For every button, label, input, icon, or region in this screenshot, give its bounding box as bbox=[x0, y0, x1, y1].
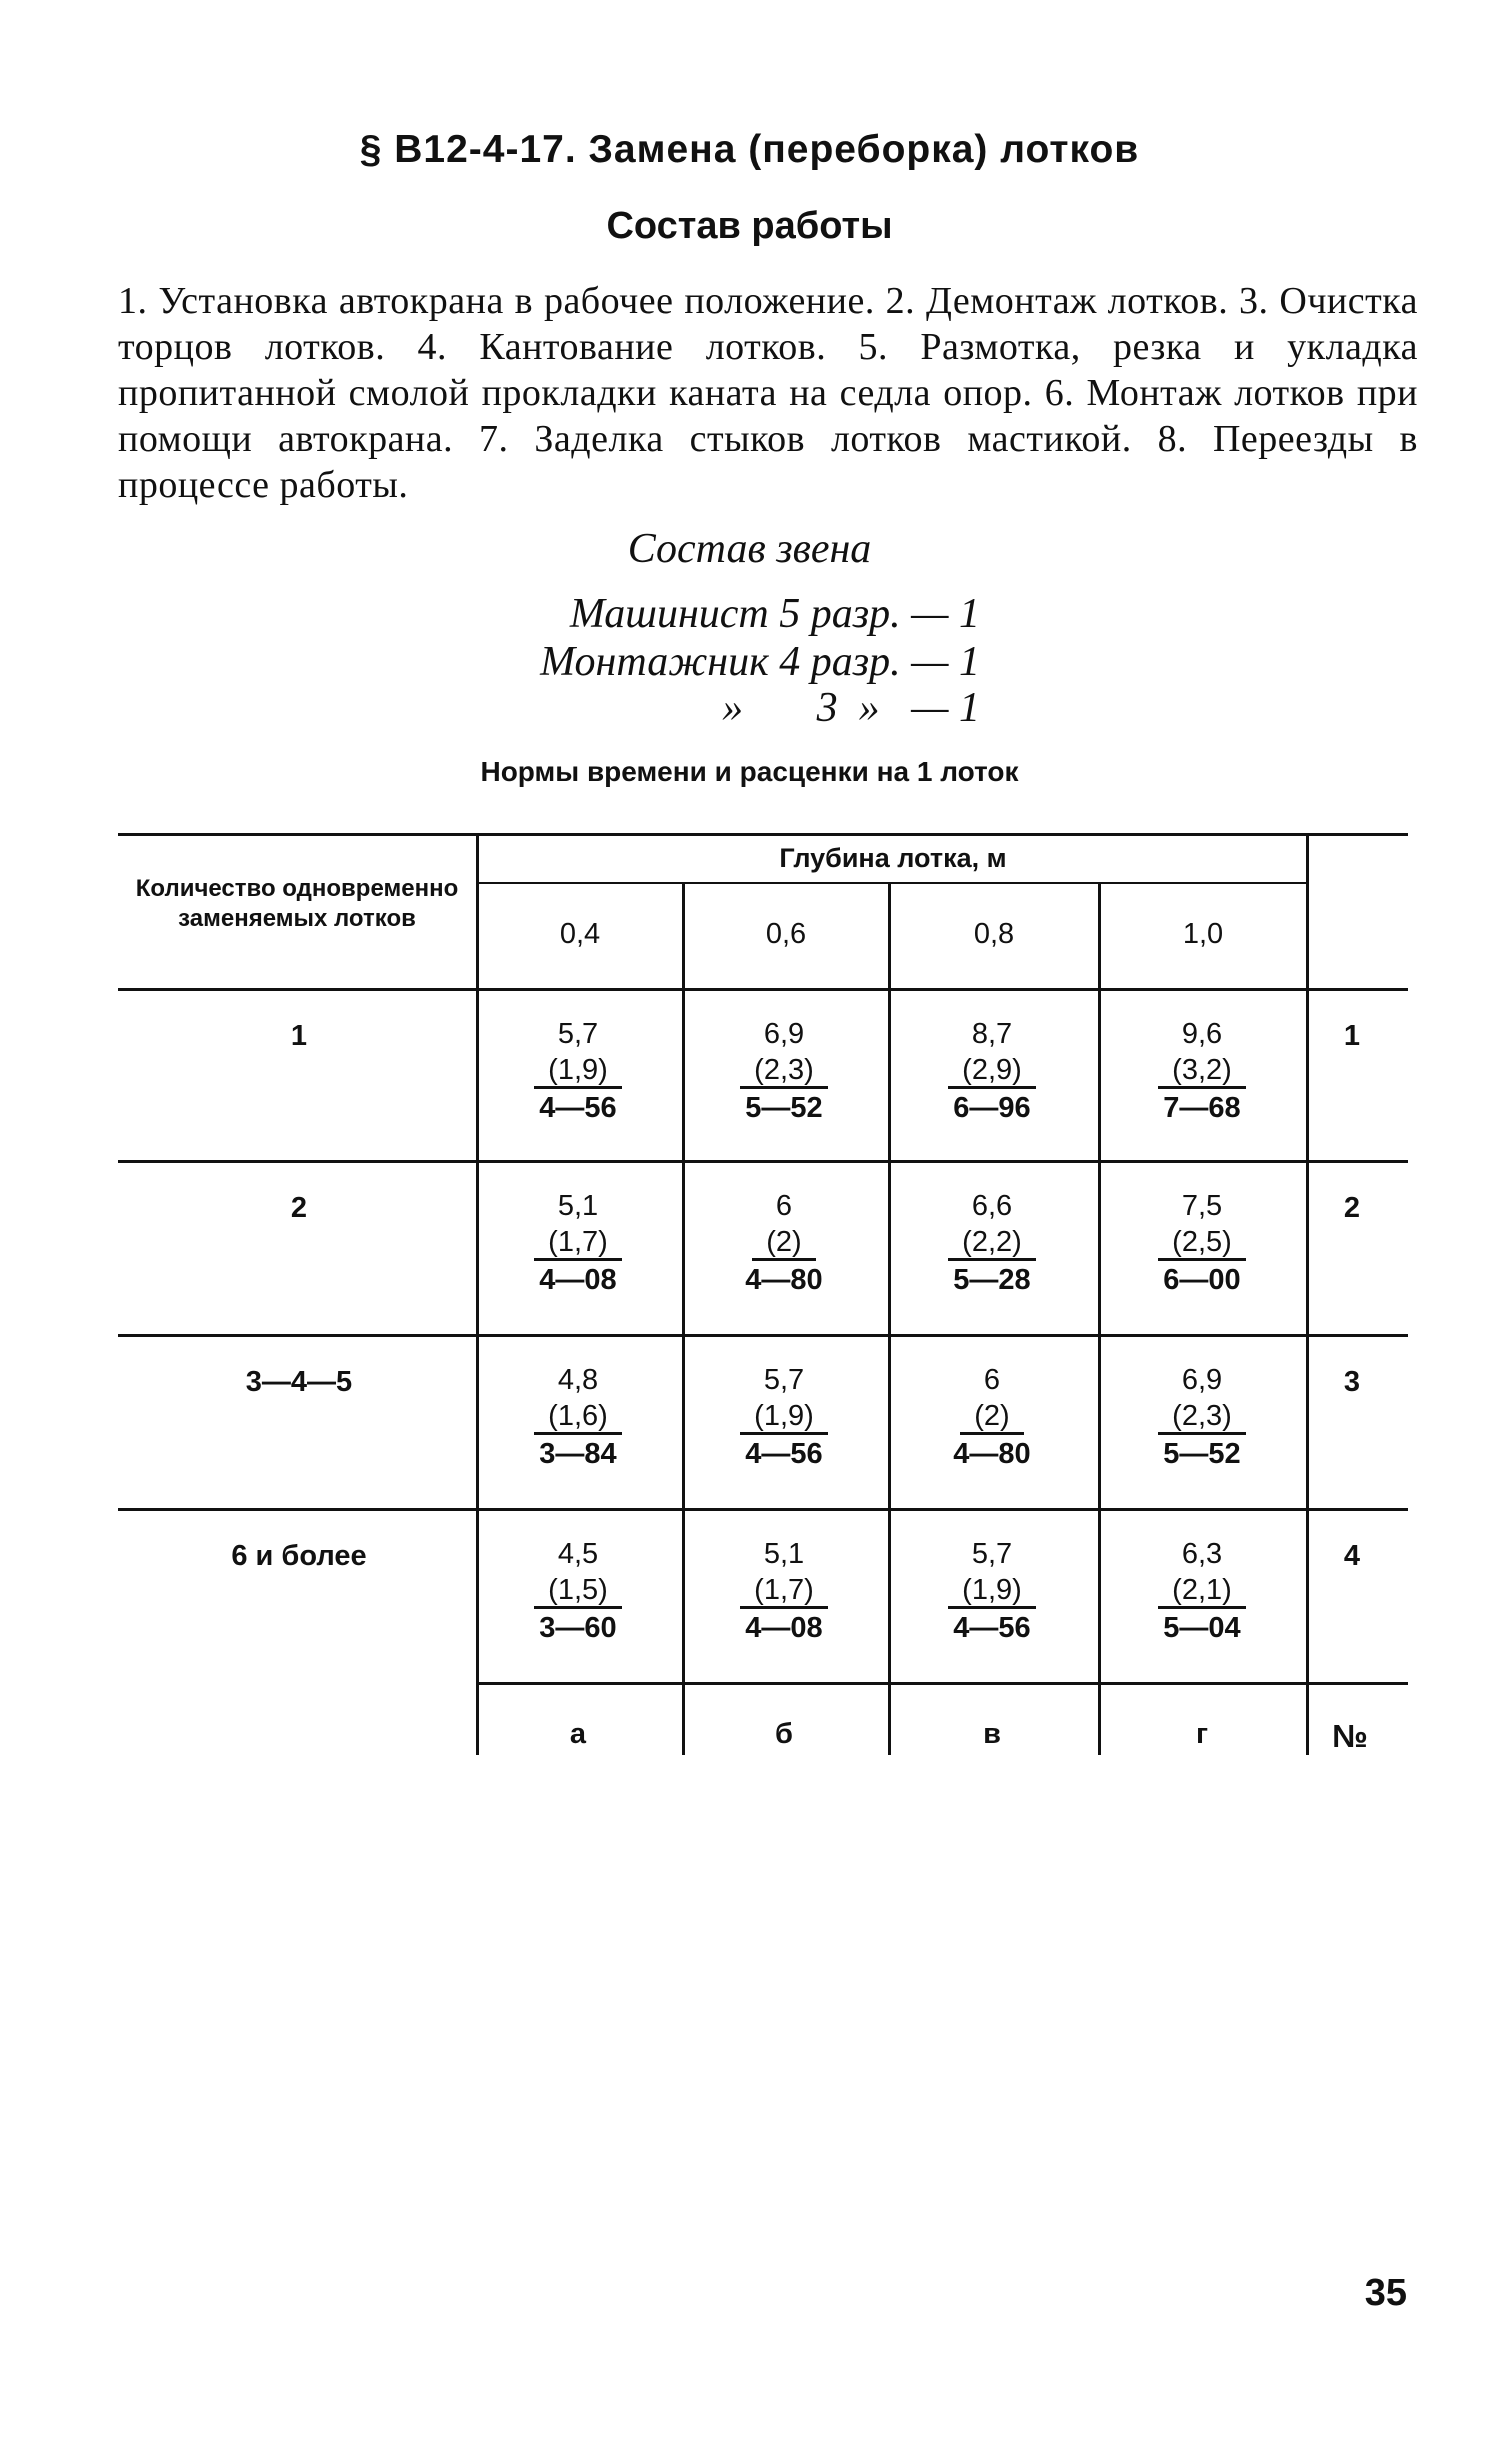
norm-cell bbox=[1102, 1016, 1302, 1128]
time-norm: 9,6 bbox=[1181, 1018, 1223, 1050]
table-rule bbox=[118, 988, 1408, 991]
row-label: 1 bbox=[290, 1020, 308, 1052]
machine-time: (1,9) bbox=[534, 1054, 622, 1089]
depth-value: 1,0 bbox=[1182, 918, 1224, 950]
machine-time: (1,6) bbox=[534, 1400, 622, 1435]
time-norm: 4,5 bbox=[557, 1538, 599, 1570]
time-norm: 6 bbox=[775, 1190, 793, 1222]
depth-value: 0,8 bbox=[973, 918, 1015, 950]
crew-line-text: Машинист 5 разр. — 1 bbox=[569, 591, 980, 637]
work-composition-text: 1. Установка автокрана в рабочее положение. 2. Демонтаж лотков. 3. Очистка торцов лотков. 4. Кантование лотков. 5. Размотка, резка и укладка пропитанной смолой прокладки каната на седла опор. 6. Монтаж лотков при помощи автокрана. 7. Заделка стыков лотков мастикой. 8. Переезды в процессе работы. bbox=[118, 280, 1418, 506]
depth-value: 0,4 bbox=[559, 918, 601, 950]
column-letter: б bbox=[775, 1718, 793, 1750]
time-norm: 8,7 bbox=[971, 1018, 1013, 1050]
time-norm: 6 bbox=[983, 1364, 1001, 1396]
time-norm: 6,3 bbox=[1181, 1538, 1223, 1570]
norm-cell bbox=[684, 1362, 884, 1474]
rate: 4—08 bbox=[539, 1264, 617, 1296]
machine-time: (3,2) bbox=[1158, 1054, 1246, 1089]
machine-time: (2,1) bbox=[1158, 1574, 1246, 1609]
norm-cell bbox=[684, 1536, 884, 1648]
rate: 6—96 bbox=[953, 1092, 1031, 1124]
time-norm: 5,7 bbox=[971, 1538, 1013, 1570]
time-norm: 6,6 bbox=[971, 1190, 1013, 1222]
table-column-rule bbox=[1098, 882, 1101, 1755]
row-number: 3 bbox=[1343, 1366, 1361, 1398]
machine-time: (1,7) bbox=[534, 1226, 622, 1261]
machine-time: (1,5) bbox=[534, 1574, 622, 1609]
time-norm: 6,9 bbox=[1181, 1364, 1223, 1396]
column-letter: а bbox=[569, 1718, 587, 1750]
depth-header: Глубина лотка, м bbox=[779, 843, 1007, 873]
machine-time: (2) bbox=[752, 1226, 815, 1261]
row-number: 4 bbox=[1343, 1540, 1361, 1572]
section-title: § В12-4-17. Замена (переборка) лотков bbox=[359, 128, 1140, 171]
time-norm: 7,5 bbox=[1181, 1190, 1223, 1222]
norm-cell bbox=[1102, 1362, 1302, 1474]
table-rule bbox=[478, 1682, 1408, 1685]
rate: 4—56 bbox=[539, 1092, 617, 1124]
norm-cell bbox=[478, 1362, 678, 1474]
machine-time: (1,7) bbox=[740, 1574, 828, 1609]
rate: 7—68 bbox=[1163, 1092, 1241, 1124]
norms-table-title: Нормы времени и расценки на 1 лоток bbox=[480, 756, 1019, 787]
row-header: Количество одновременно заменяемых лотков bbox=[135, 875, 459, 932]
rate: 4—56 bbox=[953, 1612, 1031, 1644]
time-norm: 5,7 bbox=[557, 1018, 599, 1050]
table-column-rule bbox=[888, 882, 891, 1755]
machine-time: (1,9) bbox=[740, 1400, 828, 1435]
machine-time: (2,3) bbox=[1158, 1400, 1246, 1435]
row-label: 2 bbox=[290, 1192, 308, 1224]
rate: 5—04 bbox=[1163, 1612, 1241, 1644]
table-rule bbox=[118, 1508, 1408, 1511]
time-norm: 5,7 bbox=[763, 1364, 805, 1396]
number-column-label: № bbox=[1332, 1718, 1368, 1754]
crew-line-text: » 3 » — 1 bbox=[722, 685, 980, 731]
table-rule bbox=[118, 833, 1408, 836]
machine-time: (2,2) bbox=[948, 1226, 1036, 1261]
time-norm: 5,1 bbox=[763, 1538, 805, 1570]
machine-time: (1,9) bbox=[948, 1574, 1036, 1609]
norm-cell bbox=[478, 1016, 678, 1128]
rate: 3—84 bbox=[539, 1438, 617, 1470]
row-label: 6 и более bbox=[231, 1540, 367, 1572]
norm-cell bbox=[684, 1188, 884, 1300]
norm-cell bbox=[1102, 1188, 1302, 1300]
column-letter: г bbox=[1195, 1718, 1209, 1750]
rate: 4—80 bbox=[745, 1264, 823, 1296]
column-letter: в bbox=[983, 1718, 1001, 1750]
norm-cell bbox=[892, 1362, 1092, 1474]
table-rule bbox=[118, 1334, 1408, 1337]
norm-cell bbox=[478, 1536, 678, 1648]
norm-cell bbox=[684, 1016, 884, 1128]
time-norm: 5,1 bbox=[557, 1190, 599, 1222]
machine-time: (2,3) bbox=[740, 1054, 828, 1089]
row-label: 3—4—5 bbox=[245, 1366, 353, 1398]
row-number: 2 bbox=[1343, 1192, 1361, 1224]
norm-cell bbox=[892, 1536, 1092, 1648]
rate: 4—80 bbox=[953, 1438, 1031, 1470]
crew-heading: Состав звена bbox=[627, 526, 872, 572]
machine-time: (2,5) bbox=[1158, 1226, 1246, 1261]
machine-time: (2,9) bbox=[948, 1054, 1036, 1089]
page-number: 35 bbox=[1364, 2272, 1407, 2314]
norm-cell bbox=[478, 1188, 678, 1300]
rate: 5—52 bbox=[745, 1092, 823, 1124]
norm-cell bbox=[892, 1016, 1092, 1128]
rate: 3—60 bbox=[539, 1612, 617, 1644]
rate: 6—00 bbox=[1163, 1264, 1241, 1296]
time-norm: 4,8 bbox=[557, 1364, 599, 1396]
machine-time: (2) bbox=[960, 1400, 1023, 1435]
rate: 5—28 bbox=[953, 1264, 1031, 1296]
crew-line-text: Монтажник 4 разр. — 1 bbox=[540, 639, 980, 685]
row-number: 1 bbox=[1343, 1020, 1361, 1052]
rate: 5—52 bbox=[1163, 1438, 1241, 1470]
table-rule bbox=[118, 1160, 1408, 1163]
rate: 4—56 bbox=[745, 1438, 823, 1470]
norm-cell bbox=[1102, 1536, 1302, 1648]
norm-cell bbox=[892, 1188, 1092, 1300]
time-norm: 6,9 bbox=[763, 1018, 805, 1050]
rate: 4—08 bbox=[745, 1612, 823, 1644]
work-composition-heading: Состав работы bbox=[606, 205, 893, 247]
table-column-rule bbox=[1306, 833, 1309, 1755]
table-rule bbox=[478, 882, 1308, 884]
depth-value: 0,6 bbox=[765, 918, 807, 950]
